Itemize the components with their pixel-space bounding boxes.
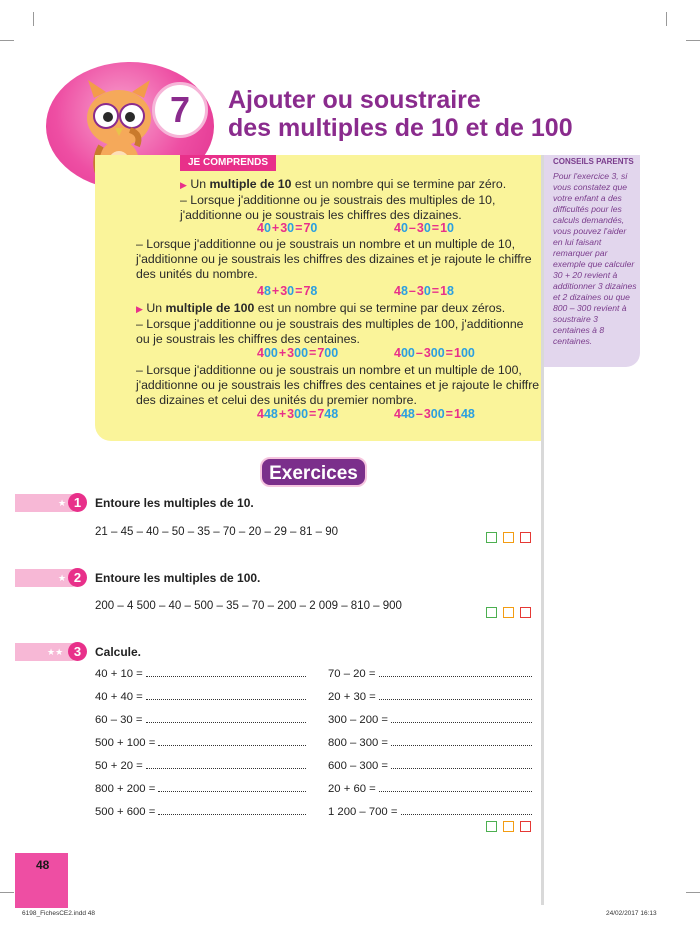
equation-part: 7 xyxy=(303,284,311,298)
lesson-number: 7 xyxy=(152,82,208,138)
equation-part: = xyxy=(309,407,317,421)
equation-part: 3 xyxy=(287,346,295,360)
left-calc-row xyxy=(95,783,306,795)
equation-part: 3 xyxy=(416,284,424,298)
exercise-2-label: Entoure les multiples de 100. xyxy=(95,571,261,585)
answer-field[interactable] xyxy=(379,668,532,677)
equation-part: 4 xyxy=(394,284,401,298)
calc-expression: 60 – 30 = xyxy=(95,714,146,726)
right-calc-row xyxy=(328,806,532,818)
equation-part: 00 xyxy=(430,407,445,421)
equation-part: = xyxy=(309,346,317,360)
lesson-paragraph-4: – Lorsque j'additionne ou je soustrais un nombre et un multiple de 100, j'additionne ou je soustrais les chiffres des centaines et je rajoute le chiffre des dizaines et celui des unités du premier nombre. xyxy=(136,363,540,407)
equation-part: – xyxy=(415,346,423,360)
bullet-icon: ▶ xyxy=(136,304,143,314)
self-check-box-green[interactable] xyxy=(486,532,497,543)
equation-part: 1 xyxy=(453,346,461,360)
answer-field[interactable] xyxy=(146,691,306,700)
equation-1b xyxy=(394,221,454,235)
equation-part: 3 xyxy=(287,407,295,421)
equation-3b xyxy=(394,346,475,360)
equation-part: 0 xyxy=(423,284,431,298)
equation-2a xyxy=(257,284,317,298)
self-check-box-green[interactable] xyxy=(486,607,497,618)
answer-field[interactable] xyxy=(146,714,306,723)
difficulty-star-icon: ★ xyxy=(58,498,67,508)
equation-part: 4 xyxy=(257,284,264,298)
footer-file: 6198_FichesCE2.indd 48 xyxy=(22,910,95,917)
equation-part: 3 xyxy=(280,221,288,235)
equation-part: = xyxy=(445,346,453,360)
equation-part: – xyxy=(408,221,416,235)
equation-part: 1 xyxy=(440,284,448,298)
equation-part: 0 xyxy=(287,284,295,298)
equation-1a xyxy=(257,221,317,235)
title-line-2: des multiples de 10 et de 100 xyxy=(228,114,573,142)
calc-expression: 70 – 20 = xyxy=(328,668,379,680)
answer-field[interactable] xyxy=(379,783,532,792)
crop-mark xyxy=(666,12,667,26)
equation-part: 0 xyxy=(287,221,295,235)
equation-part: = xyxy=(431,221,440,235)
calc-expression: 50 + 20 = xyxy=(95,760,146,772)
exercise-3-label: Calcule. xyxy=(95,645,142,659)
calc-expression: 20 + 60 = xyxy=(328,783,379,795)
exercise-1-number: 1 xyxy=(68,493,87,512)
equation-part: 00 xyxy=(400,346,415,360)
equation-part: + xyxy=(278,346,287,360)
left-calc-row xyxy=(95,737,306,749)
title-line-1: Ajouter ou soustraire xyxy=(228,86,481,114)
equation-part: 3 xyxy=(280,284,288,298)
answer-field[interactable] xyxy=(391,714,532,723)
page-number: 48 xyxy=(36,858,50,872)
self-check-box-red[interactable] xyxy=(520,532,531,543)
self-check-box-red[interactable] xyxy=(520,821,531,832)
answer-field[interactable] xyxy=(391,737,532,746)
equation-3a xyxy=(257,346,338,360)
equation-part: 0 xyxy=(447,221,454,235)
answer-field[interactable] xyxy=(158,806,306,815)
equation-part: 00 xyxy=(430,346,445,360)
right-calc-row xyxy=(328,668,532,680)
answer-field[interactable] xyxy=(158,783,306,792)
crop-mark xyxy=(686,892,700,893)
equation-part: 4 xyxy=(394,346,401,360)
equation-part: 8 xyxy=(310,284,318,298)
footer-date: 24/02/2017 16:13 xyxy=(606,910,657,917)
self-check-box-orange[interactable] xyxy=(503,532,514,543)
lesson-badge: JE COMPRENDS xyxy=(180,155,276,171)
equation-part: 4 xyxy=(257,346,264,360)
crop-mark xyxy=(0,892,14,893)
equation-part: 48 xyxy=(324,407,339,421)
lesson-paragraph-1: ▶ Un multiple de 10 est un nombre qui se termine par zéro. – Lorsque j'additionne ou je soustrais des multiples de 10, j'additionne ou je soustrais les chiffres des dizaines. xyxy=(180,177,507,222)
self-check-box-red[interactable] xyxy=(520,607,531,618)
left-calc-row xyxy=(95,760,306,772)
equation-2b xyxy=(394,284,454,298)
bullet-icon: ▶ xyxy=(180,180,187,190)
equation-part: 00 xyxy=(324,346,339,360)
equation-4b xyxy=(394,407,475,421)
answer-field[interactable] xyxy=(146,760,306,769)
self-check-box-orange[interactable] xyxy=(503,607,514,618)
equation-part: 48 xyxy=(263,407,278,421)
answer-field[interactable] xyxy=(158,737,306,746)
equation-part: 7 xyxy=(317,407,325,421)
page-title xyxy=(228,86,573,142)
equation-part: + xyxy=(271,284,280,298)
lesson-paragraph-3: ▶ Un multiple de 100 est un nombre qui se termine par deux zéros. – Lorsque j'additionne ou je soustrais des multiples de 100, j'additionne ou je soustrais les chiffres des centaines. xyxy=(136,301,524,346)
equation-part: – xyxy=(408,284,416,298)
equation-part: 48 xyxy=(460,407,475,421)
equation-part: 0 xyxy=(263,221,271,235)
equation-part: 0 xyxy=(310,221,318,235)
column-divider xyxy=(541,155,544,905)
equation-part: 00 xyxy=(294,346,309,360)
parents-tips-title: CONSEILS PARENTS xyxy=(553,157,634,166)
equation-part: 00 xyxy=(263,346,278,360)
exercise-1-numbers[interactable]: 21 – 45 – 40 – 50 – 35 – 70 – 20 – 29 – 81 – 90 xyxy=(95,526,338,538)
exercise-2-numbers[interactable]: 200 – 4 500 – 40 – 500 – 35 – 70 – 200 – 2 009 – 810 – 900 xyxy=(95,600,402,612)
equation-part: 7 xyxy=(317,346,325,360)
answer-field[interactable] xyxy=(401,806,532,815)
answer-field[interactable] xyxy=(379,691,532,700)
calc-expression: 40 + 10 = xyxy=(95,668,146,680)
left-calc-row xyxy=(95,668,306,680)
left-calc-row xyxy=(95,691,306,703)
equation-part: 4 xyxy=(257,221,264,235)
answer-field[interactable] xyxy=(391,760,532,769)
exercise-2-number: 2 xyxy=(68,568,87,587)
lesson-paragraph-2: – Lorsque j'additionne ou je soustrais un nombre et un multiple de 10, j'additionne ou je soustrais les chiffres des dizaines et je rajoute le chiffre des unités du nombre. xyxy=(136,237,532,281)
equation-part: 8 xyxy=(263,284,271,298)
equation-part: = xyxy=(295,221,303,235)
calc-expression: 500 + 600 = xyxy=(95,806,159,818)
calc-expression: 300 – 200 = xyxy=(328,714,392,726)
equation-part: = xyxy=(295,284,303,298)
self-check-box-green[interactable] xyxy=(486,821,497,832)
calc-expression: 800 + 200 = xyxy=(95,783,159,795)
answer-field[interactable] xyxy=(146,668,306,677)
crop-mark xyxy=(0,40,14,41)
equation-part: 48 xyxy=(400,407,415,421)
right-calc-row xyxy=(328,760,532,772)
exercise-1-label: Entoure les multiples de 10. xyxy=(95,496,254,510)
calc-expression: 500 + 100 = xyxy=(95,737,159,749)
calc-expression: 800 – 300 = xyxy=(328,737,392,749)
equation-4a xyxy=(257,407,338,421)
equation-part: 4 xyxy=(394,221,401,235)
parents-tips-text: Pour l'exercice 3, si vous constatez que votre enfant a des difficultés pour les calculs demandés, vous pouvez l'aider en lui faisant remarquer par exemple que calculer 30 + 20 revient à additionner 3 dizaines et 2 dizaines ou que 800 – 300 revient à soustraire 3 centaines à 8 centaines. xyxy=(553,171,637,346)
calc-expression: 600 – 300 = xyxy=(328,760,392,772)
right-calc-row xyxy=(328,691,532,703)
difficulty-star-icon: ★ xyxy=(58,573,67,583)
equation-part: 1 xyxy=(440,221,448,235)
self-check-box-orange[interactable] xyxy=(503,821,514,832)
equation-part: 0 xyxy=(400,221,408,235)
calc-expression: 20 + 30 = xyxy=(328,691,379,703)
equation-part: 00 xyxy=(460,346,475,360)
left-calc-row xyxy=(95,714,306,726)
equation-part: 4 xyxy=(394,407,401,421)
equation-part: 8 xyxy=(400,284,408,298)
equation-part: = xyxy=(445,407,453,421)
exercise-3-number: 3 xyxy=(68,642,87,661)
equation-part: 1 xyxy=(453,407,461,421)
equation-part: 7 xyxy=(303,221,311,235)
equation-part: + xyxy=(271,221,280,235)
crop-mark xyxy=(686,40,700,41)
equation-part: 8 xyxy=(447,284,454,298)
right-calc-row xyxy=(328,783,532,795)
equation-part: = xyxy=(431,284,440,298)
equation-part: 00 xyxy=(294,407,309,421)
equation-part: – xyxy=(415,407,423,421)
equation-part: 3 xyxy=(416,221,424,235)
equation-part: + xyxy=(278,407,287,421)
right-calc-row xyxy=(328,714,532,726)
equation-part: 0 xyxy=(423,221,431,235)
calc-expression: 1 200 – 700 = xyxy=(328,806,401,818)
equation-part: 4 xyxy=(257,407,264,421)
difficulty-star-icon: ★★ xyxy=(47,647,64,657)
equation-part: 3 xyxy=(423,346,431,360)
right-calc-row xyxy=(328,737,532,749)
left-calc-row xyxy=(95,806,306,818)
crop-mark xyxy=(33,12,34,26)
exercises-heading: Exercices xyxy=(260,457,367,487)
equation-part: 3 xyxy=(423,407,431,421)
calc-expression: 40 + 40 = xyxy=(95,691,146,703)
